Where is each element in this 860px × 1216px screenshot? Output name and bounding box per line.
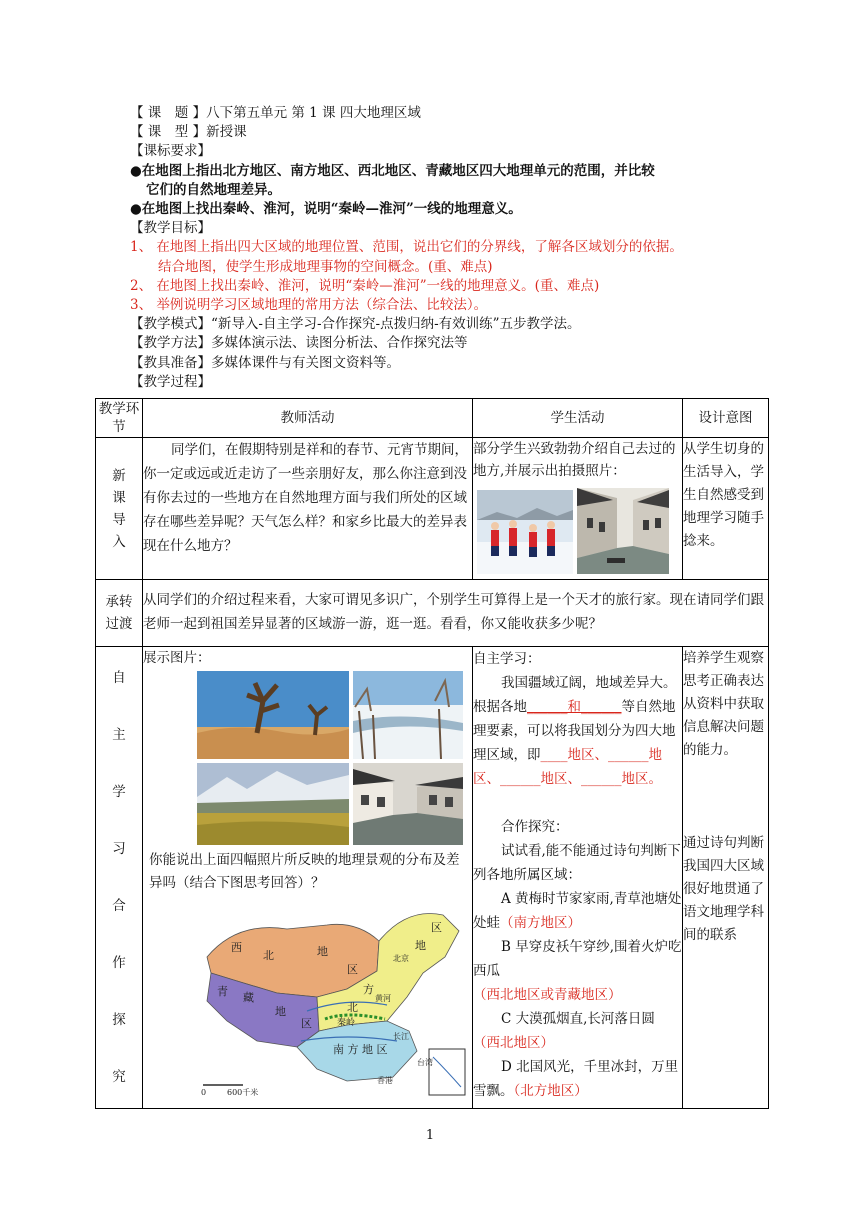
map-label-huanghe: 黄河 [375, 994, 391, 1003]
header-stage: 教学环节 [96, 399, 143, 438]
header-intent: 设计意图 [683, 399, 769, 438]
page-number: 1 [425, 1128, 435, 1143]
teacher-question: 你能说出上面四幅照片所反映的地理景观的分布及差异吗（结合下图思考回答）？ [149, 852, 460, 891]
answer-b: （西北地区或青藏地区） [473, 987, 622, 1003]
photo-grassland [197, 763, 349, 845]
map-label-n3: 地 [415, 939, 426, 952]
curriculum-title: 【课标要求】 [130, 143, 211, 160]
map-label-n1: 北 [347, 1001, 358, 1014]
map-label-qz4: 区 [301, 1017, 312, 1030]
answer-a: （南方地区） [500, 915, 581, 931]
china-regions-map [197, 901, 467, 1097]
stage-transition: 承转过渡 [96, 580, 143, 647]
map-scale: 600千米 [227, 1088, 259, 1097]
header-student: 学生活动 [473, 399, 683, 438]
map-label-qz1: 青 [217, 985, 228, 998]
map-label-nw4: 区 [347, 963, 358, 976]
map-label-nw1: 西 [231, 941, 242, 954]
teaching-tools: 【教具准备】多媒体课件与有关图文资料等。 [130, 354, 400, 371]
question-b: B 早穿皮袄午穿纱,围着火炉吃西瓜 （西北地区或青藏地区） [473, 939, 682, 1003]
map-label-n4: 区 [431, 921, 442, 934]
photo-water-town [577, 488, 669, 574]
map-label-n2: 方 [363, 983, 374, 996]
coop-title: 合作探究： [501, 819, 569, 835]
stage-intro: 新课导入 [96, 438, 143, 580]
requirement-1: ●在地图上指出北方地区、南方地区、西北地区、青藏地区四大地理单元的范围，并比较 [130, 162, 655, 179]
goal-2: 2、 在地图上找出秦岭、淮河，说明“秦岭—淮河”一线的地理意义。(重、难点) [130, 277, 600, 294]
map-label-qz3: 地 [275, 1005, 286, 1018]
transition-text: 从同学们的介绍过程来看，大家可谓见多识广，个别学生可算得上是一个天才的旅行家。现在请同学们跟老师一起到祖国差异显著的区域游一游，逛一逛。看看，你又能收获多少呢？ [143, 580, 769, 647]
map-label-qinling: 秦岭 [337, 1018, 356, 1028]
requirement-2: ●在地图上找出秦岭、淮河，说明“秦岭—淮河”一线的地理意义。 [130, 201, 522, 218]
intent-self-study: 培养学生观察思考正确表达从资料中获取信息解决问题的能力。 通过诗句判断我国四大区域很好地贯通了语文地理学科间的联系 [683, 647, 769, 1109]
blank-b[interactable]: ____地区、______地区、______地区、______地区。 [473, 747, 662, 787]
teacher-intro: 同学们，在假期特别是祥和的春节、元宵节期间，你一定或远或近走访了一些亲朋好友，那么你注意到没有你去过的一些地方在自然地理方面与我们所处的区域存在哪些差异呢？天气怎么样？和家乡比最大的差异表现在什么地方？ [143, 438, 473, 580]
photo-canal-town [353, 763, 463, 845]
student-self-study: 自主学习： 我国疆域辽阔，地域差异大。根据各地______和______等自然地理要素，可以将我国划分为四大地理区域，即____地区、______地区、______地区、______地区。 合作探究： 试试看,能不能通过诗句判断下列各地所属区域： A 黄梅时节家家雨,青草池塘处处蛙（南方地区） B 早穿皮袄午穿纱,围着火炉吃西瓜 （西北地区或青藏地区） C 大漠孤烟直,长河落日圆 （西北地区） D 北国风光，千里冰封，万里雪飘。（北方地区） [473, 647, 683, 1109]
answer-c: （西北地区） [473, 1035, 554, 1051]
teaching-mode: 【教学模式】“新导入-自主学习-合作探究-点拨归纳-有效训练”五步教学法。 [130, 316, 581, 333]
goals-title: 【教学目标】 [130, 220, 211, 237]
requirement-1-cont: 它们的自然地理差异。 [146, 181, 281, 198]
process-title: 【教学过程】 [130, 373, 211, 390]
map-scale-zero: 0 [201, 1088, 207, 1097]
stage-self-study: 自主学习合作探究 [96, 647, 143, 1109]
map-label-south: 南 方 地 区 [333, 1043, 388, 1056]
goal-1: 1、 在地图上指出四大区域的地理位置、范围，说出它们的分界线，了解各区域划分的依据。 [130, 239, 683, 256]
map-label-xianggang: 香港 [377, 1076, 393, 1085]
teaching-method: 【教学方法】多媒体演示法、读图分析法、合作探究法等 [130, 335, 468, 352]
lesson-title: 【 课 题 】八下第五单元 第 1 课 四大地理区域 [130, 105, 421, 121]
map-label-qz2: 藏 [243, 991, 254, 1004]
photo-snow-children [477, 490, 573, 574]
goal-3: 3、 举例说明学习区域地理的常用方法（综合法、比较法）。 [130, 297, 488, 314]
goal-1-cont: 结合地图，使学生形成地理事物的空间概念。(重、难点) [158, 258, 493, 275]
photo-desert-tree [197, 671, 349, 759]
header-teacher: 教师活动 [143, 399, 473, 438]
blank-a[interactable]: ______和______ [527, 699, 622, 715]
map-label-nw3: 地 [317, 945, 328, 958]
answer-d: （北方地区） [513, 1083, 588, 1099]
teacher-self-study: 展示图片： 你能说出上面四幅照片所反映的地理景观的分布及差异吗（结合下图思考回答）？ 西 北 地 区 青 藏 地 区 北 方 地 区 南 方 地 区 秦岭 黄河 长江 北京 台湾 香港 0 600千米 [143, 647, 473, 1109]
student-intro: 部分学生兴致勃勃介绍自己去过的地方,并展示出拍摄照片： [473, 438, 683, 580]
intent-intro: 从学生切身的生活导入，学生自然感受到地理学习随手捻来。 [683, 438, 769, 580]
photo-snow-river [353, 671, 463, 759]
question-c: C 大漠孤烟直,长河落日圆 （西北地区） [473, 1011, 655, 1051]
self-study-text: 我国疆域辽阔，地域差异大。根据各地______和______等自然地理要素，可以将我国划分为四大地理区域，即____地区、______地区、______地区、______地区。 [473, 675, 677, 787]
lesson-header [130, 104, 770, 392]
question-a: A 黄梅时节家家雨,青草池塘处处蛙（南方地区） [473, 891, 682, 931]
map-label-taiwan: 台湾 [417, 1058, 433, 1067]
map-label-beijing: 北京 [393, 954, 409, 963]
map-label-changjiang: 长江 [393, 1032, 409, 1041]
question-d: D 北国风光，千里冰封，万里雪飘。（北方地区） [473, 1059, 679, 1099]
lesson-type: 【 课 型 】新授课 [130, 124, 247, 141]
lesson-table [95, 398, 769, 1109]
map-label-nw2: 北 [263, 949, 274, 962]
coop-intro: 试试看,能不能通过诗句判断下列各地所属区域： [473, 843, 681, 883]
